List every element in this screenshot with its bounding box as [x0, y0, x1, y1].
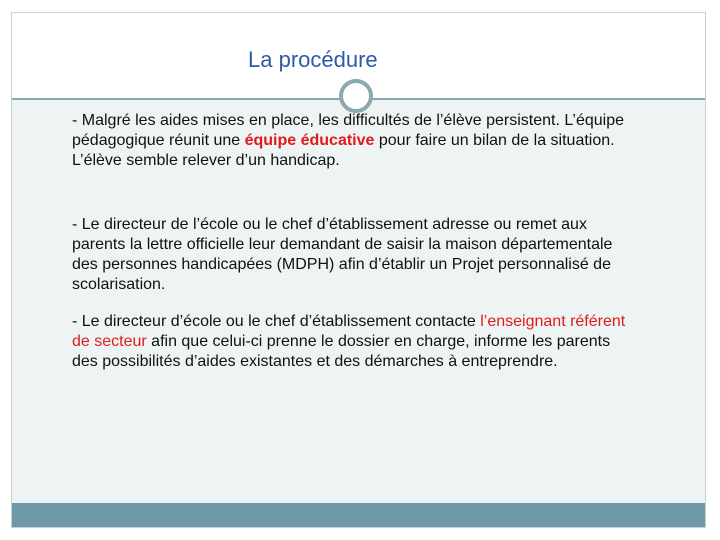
- paragraph-2-text: - Le directeur de l’école ou le chef d’établissement adresse ou remet aux parents la lettre officielle leur demandant de saisir la maison départementale des personnes handicapées (MDPH) afin d’établir un Projet personnalisé de scolarisation.: [72, 216, 613, 293]
- paragraph-3-text-a: - Le directeur d’école ou le chef d’établissement contacte: [72, 313, 481, 330]
- highlight-equipe-educative: équipe éducative: [244, 132, 375, 149]
- paragraph-mdph: [72, 215, 632, 295]
- paragraph-1-text-b: pour faire un bilan de la situation. L’élève semble relever d’un handicap.: [72, 132, 615, 169]
- title-divider-circle: [339, 79, 373, 113]
- paragraph-1-text-a: - Malgré les aides mises en place, les difficultés de l’élève persistent. L’équipe pédagogique réunit une: [72, 112, 624, 149]
- highlight-enseignant-referent: l’enseignant référent de secteur: [72, 313, 626, 350]
- paragraph-equipe-educative: [72, 111, 632, 171]
- paragraph-3-text-b: afin que celui-ci prenne le dossier en charge, informe les parents des possibilités d’aides existantes et des démarches à entreprendre.: [72, 333, 611, 370]
- bottom-bar: [12, 503, 705, 527]
- slide-title: La procédure: [248, 47, 378, 72]
- paragraph-enseignant-referent: [72, 312, 632, 372]
